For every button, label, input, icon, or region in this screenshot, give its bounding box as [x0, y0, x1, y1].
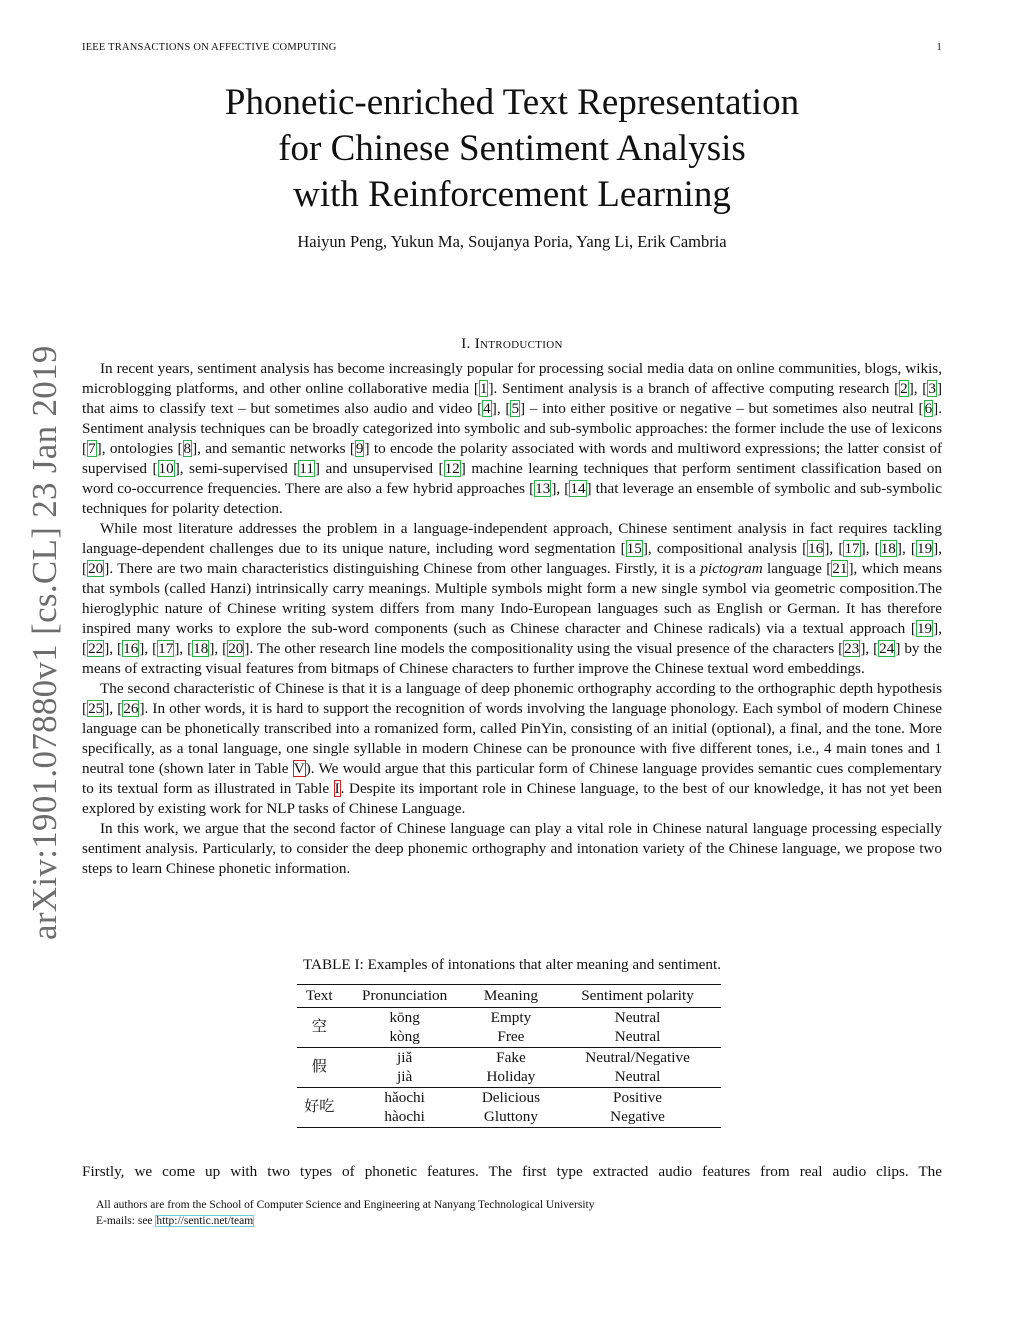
citation-link[interactable]: 25: [88, 700, 104, 717]
citation-link[interactable]: 19: [916, 540, 933, 557]
citation-link[interactable]: 19: [916, 620, 933, 637]
intonation-table: [297, 984, 721, 1128]
table-caption: TABLE I: Examples of intonations that alter meaning and sentiment.: [302, 956, 722, 973]
citation-link[interactable]: 17: [158, 640, 174, 657]
citation-link[interactable]: 26: [123, 700, 139, 717]
paragraph-2: While most literature addresses the problem in a language-independent approach, Chinese sentiment analysis in fact requires tackling language-dependent challenges due to its unique nature, including word segmentation [15], compositional analysis [16], [17], [18], [19], [20]. There are two main characteristics distinguishing Chinese from other languages. Firstly, it is a pictogram language [21], which means that symbols (called Hanzi) intrinsically carry meanings. Multiple symbols might form a new single symbol via geometric composition.The hieroglyphic nature of Chinese writing system differs from many Indo-European languages such as English or German. It has therefore inspired many works to explore the sub-word components (such as Chinese character and Chinese radicals) via a textual approach [19], [22], [16], [17], [18], [20]. The other research line models the compositionality using the visual presence of the characters [23], [24] by the means of extracting visual features from bitmaps of Chinese characters to further improve the Chinese textual word embeddings.: [82, 520, 943, 677]
page-number: 1: [936, 42, 942, 53]
citation-link[interactable]: 4: [483, 400, 491, 417]
table-reference-link[interactable]: V: [293, 760, 305, 777]
citation-link[interactable]: 2: [900, 380, 908, 397]
team-url-link[interactable]: http://sentic.net/team: [156, 1215, 254, 1227]
table-header-row: [297, 985, 721, 1008]
chinese-text-cell: 好吃: [297, 1087, 341, 1127]
citation-link[interactable]: 17: [844, 540, 860, 557]
citation-link[interactable]: 15: [626, 540, 642, 557]
title-line-1: Phonetic-enriched Text Representation: [224, 82, 800, 123]
table-row: kòng Free Neutral: [297, 1027, 721, 1047]
arxiv-stamp: arXiv:1901.07880v1 [cs.CL] 23 Jan 2019: [25, 345, 64, 940]
title-line-3: with Reinforcement Learning: [293, 174, 731, 215]
introduction-body: [82, 359, 942, 879]
citation-link[interactable]: 8: [183, 440, 192, 457]
footnote-email: E-mails: see http://sentic.net/team: [96, 1215, 254, 1227]
citation-link[interactable]: 9: [355, 440, 364, 457]
citation-link[interactable]: 1: [479, 380, 488, 397]
citation-link[interactable]: 6: [924, 400, 933, 417]
citation-link[interactable]: 14: [570, 480, 586, 497]
section-number: I.: [461, 336, 471, 352]
citation-link[interactable]: 3: [928, 380, 936, 397]
citation-link[interactable]: 18: [193, 640, 209, 657]
paper-title: [0, 80, 1024, 218]
table-row: 好吃 hǎochi Delicious Positive: [297, 1087, 721, 1107]
paragraph-4: In this work, we argue that the second factor of Chinese language can play a vital role in Chinese natural language processing especially sentiment analysis. Particularly, to consider the deep phonemic orthography and intonation variety of the Chinese language, we propose two steps to learn Chinese phonetic information.: [82, 820, 942, 877]
citation-link[interactable]: 13: [535, 480, 551, 497]
table-row: hàochi Gluttony Negative: [297, 1107, 721, 1127]
table-row: jià Holiday Neutral: [297, 1067, 721, 1087]
citation-link[interactable]: 18: [880, 540, 896, 557]
chinese-text-cell: 假: [297, 1047, 341, 1087]
citation-link[interactable]: 16: [808, 540, 824, 557]
citation-link[interactable]: 23: [844, 640, 860, 657]
citation-link[interactable]: 5: [511, 400, 520, 417]
section-title: Introduction: [474, 336, 563, 352]
citation-link[interactable]: 20: [88, 560, 104, 577]
footnote: [96, 1197, 594, 1229]
title-line-2: for Chinese Sentiment Analysis: [278, 128, 746, 169]
table-row: 空 kōng Empty Neutral: [297, 1007, 721, 1027]
citation-link[interactable]: 7: [88, 440, 96, 457]
citation-link[interactable]: 10: [158, 460, 174, 477]
table-reference-link[interactable]: I: [334, 780, 340, 797]
paragraph-3: The second characteristic of Chinese is that it is a language of deep phonemic orthography according to the orthographic depth hypothesis [25], [26]. In other words, it is hard to support the recognition of words involving the language phonology. Each symbol of modern Chinese language can be phonetically transcribed into a romanized form, called PinYin, consisting of an initial (optional), a final, and the tone. More specifically, as a tonal language, one single syllable in modern Chinese can be pronounce with five different tones, i.e., 4 main tones and 1 neutral tone (shown later in Table V). We would argue that this particular form of Chinese language provides semantic cues complementary to its textual form as illustrated in Table I. Despite its important role in Chinese language, to the best of our knowledge, it has not yet been explored by existing work for NLP tasks of Chinese Language.: [82, 680, 942, 817]
table-row: 假 jiǎ Fake Neutral/Negative: [297, 1047, 721, 1067]
column-header: Sentiment polarity: [554, 985, 721, 1008]
journal-name: IEEE TRANSACTIONS ON AFFECTIVE COMPUTING: [82, 42, 337, 53]
citation-link[interactable]: 21: [832, 560, 848, 577]
column-header: Meaning: [468, 985, 554, 1008]
citation-link[interactable]: 22: [88, 640, 104, 657]
citation-link[interactable]: 24: [879, 640, 895, 657]
citation-link[interactable]: 11: [299, 460, 314, 477]
column-header: Pronunciation: [341, 985, 467, 1008]
section-heading: [0, 336, 1024, 353]
citation-link[interactable]: 16: [123, 640, 139, 657]
paragraph-1: In recent years, sentiment analysis has become increasingly popular for processing social media data on online communities, blogs, wikis, microblogging platforms, and other online collaborative media [1]. Sentiment analysis is a branch of affective computing research [2], [3] that aims to classify text – but sometimes also audio and video [4], [5] – into either positive or negative – but sometimes also neutral [6]. Sentiment analysis techniques can be broadly categorized into symbolic and sub-symbolic approaches: the former include the use of lexicons [7], ontologies [8], and semantic networks [9] to encode the polarity associated with words and multiword expressions; the latter consist of supervised [10], semi-supervised [11] and unsupervised [12] machine learning techniques that perform sentiment classification based on word co-occurrence frequencies. There are also a few hybrid approaches [13], [14] that leverage an ensemble of symbolic and sub-symbolic techniques for polarity detection.: [82, 360, 943, 517]
column-header: Text: [297, 985, 341, 1008]
citation-link[interactable]: 12: [444, 460, 460, 477]
chinese-text-cell: 空: [297, 1007, 341, 1047]
footnote-affiliation: All authors are from the School of Computer Science and Engineering at Nanyang Technological University: [96, 1199, 595, 1211]
citation-link[interactable]: 20: [228, 640, 244, 657]
author-list: Haiyun Peng, Yukun Ma, Soujanya Poria, Yang Li, Erik Cambria: [297, 232, 727, 251]
continuation-paragraph: Firstly, we come up with two types of phonetic features. The first type extracted audio features from real audio clips. The: [82, 1163, 942, 1180]
